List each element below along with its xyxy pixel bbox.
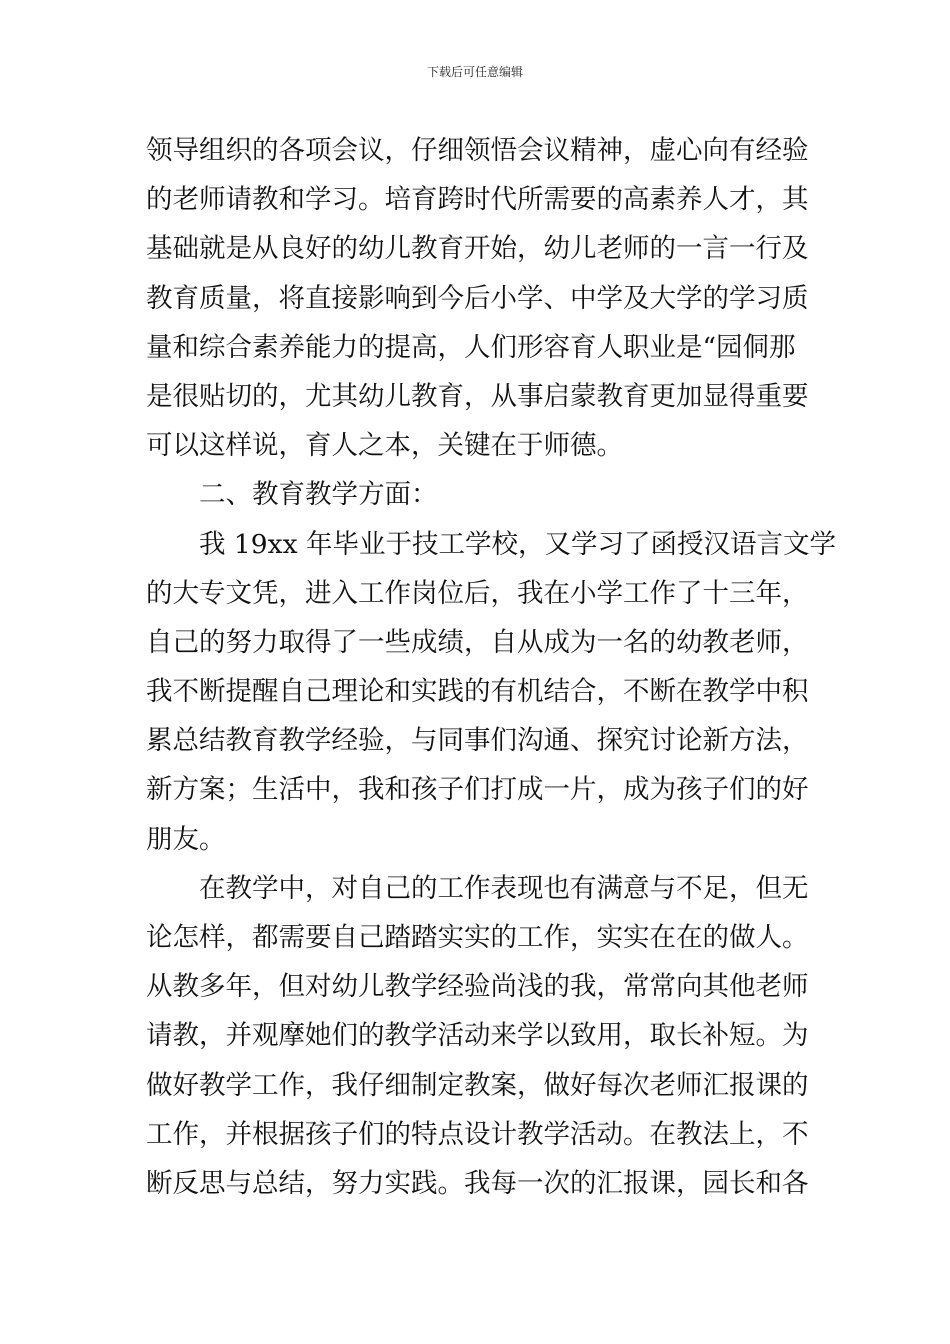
text-line: 我不断提醒自己理论和实践的有机结合，不断在教学中积 (146, 676, 809, 708)
text-line: 可以这样说，育人之本，关键在于师德。 (146, 430, 623, 462)
text-line: 自己的努力取得了一些成绩，自从成为一名的幼教老师， (146, 626, 809, 658)
text-line: 量和综合素养能力的提高，人们形容育人职业是“园侗那 (146, 331, 796, 363)
text-line: 的大专文凭，进入工作岗位后，我在小学工作了十三年， (146, 577, 809, 609)
text-line: 我 19xx 年毕业于技工学校，又学习了函授汉语言文学 (199, 528, 836, 560)
text-line: 新方案；生活中，我和孩子们打成一片，成为孩子们的好 (146, 774, 809, 806)
text-line: 断反思与总结，努力实践。我每一次的汇报课，园长和各 (146, 1167, 809, 1199)
text-line: 基础就是从良好的幼儿教育开始，幼儿老师的一言一行及 (146, 233, 809, 265)
section-heading: 二、教育教学方面： (199, 479, 438, 511)
document-body (146, 126, 836, 1208)
text-line: 在教学中，对自己的工作表现也有满意与不足，但无 (199, 872, 809, 904)
text-line: 从教多年，但对幼儿教学经验尚浅的我，常常向其他老师 (146, 971, 809, 1003)
text-line: 的老师请教和学习。培育跨时代所需要的高素养人才，其 (146, 184, 809, 216)
text-line: 请教，并观摩她们的教学活动来学以致用，取长补短。为 (146, 1020, 809, 1052)
text-line: 做好教学工作，我仔细制定教案，做好每次老师汇报课的 (146, 1069, 809, 1101)
text-line: 领导组织的各项会议，仔细领悟会议精神，虚心向有经验 (146, 135, 809, 166)
text-line: 朋友。 (146, 823, 226, 855)
text-line: 工作，并根据孩子们的特点设计教学活动。在教法上，不 (146, 1118, 809, 1150)
text-line: 是很贴切的，尤其幼儿教育，从事启蒙教育更加显得重要 (146, 380, 809, 412)
text-line: 教育质量，将直接影响到今后小学、中学及大学的学习质 (146, 282, 809, 314)
text-line: 累总结教育教学经验，与同事们沟通、探究讨论新方法， (146, 725, 809, 757)
text-line: 论怎样，都需要自己踏踏实实的工作，实实在在的做人。 (146, 922, 809, 953)
page-header: 下载后可任意编辑 (426, 65, 523, 79)
